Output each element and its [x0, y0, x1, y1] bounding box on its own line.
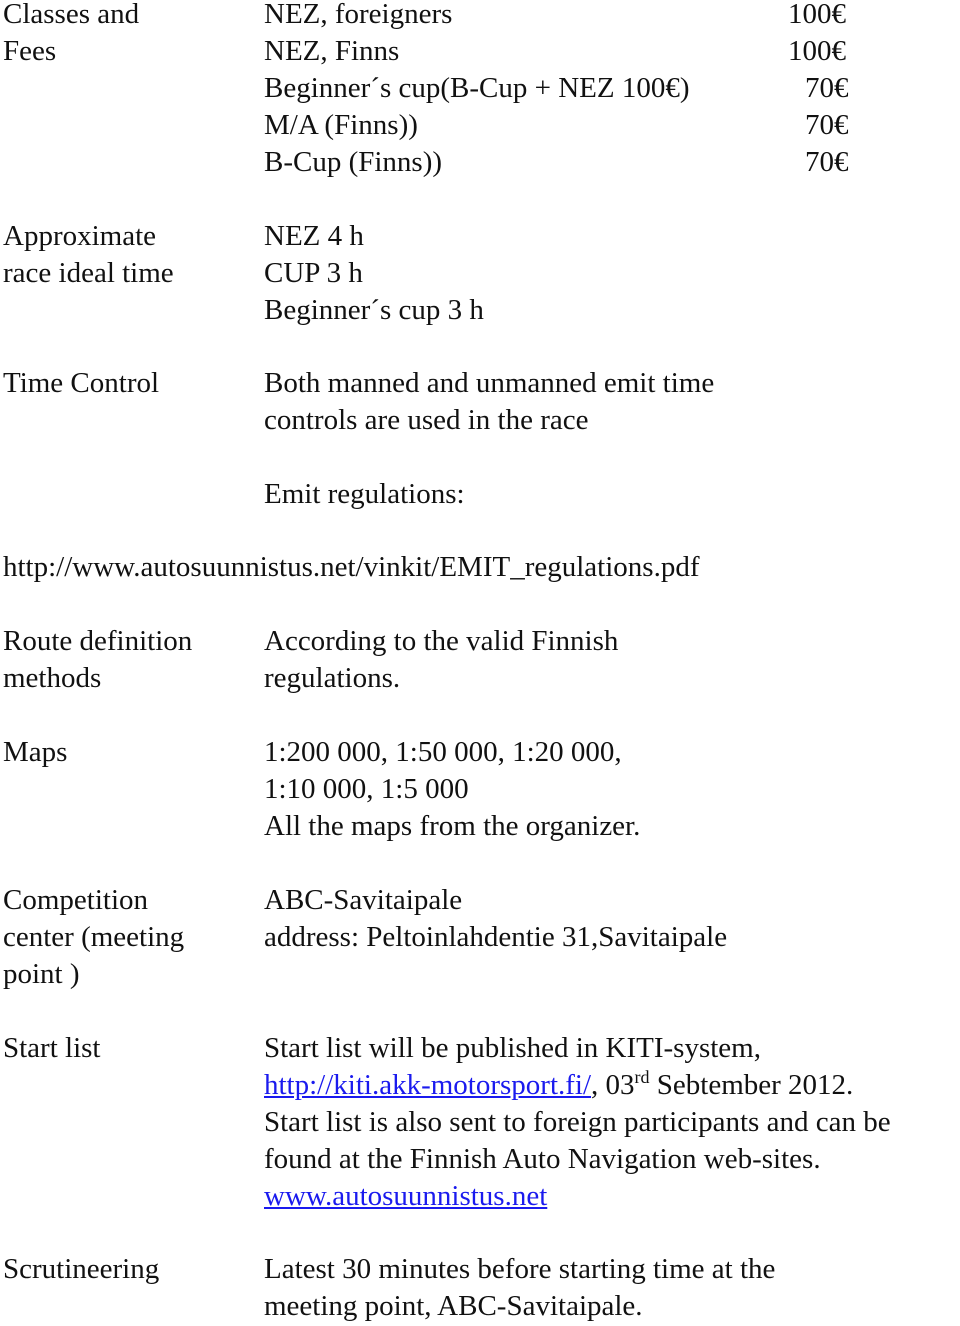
start-list-line: found at the Finnish Auto Navigation web-sites.: [264, 1143, 821, 1175]
competition-center-label-line: Competition: [3, 884, 148, 916]
fee-row: [264, 0, 854, 33]
scrutineering-line: Latest 30 minutes before starting time at the: [264, 1253, 776, 1285]
fee-amount: 70€: [805, 146, 849, 178]
scrutineering-line: meeting point, ABC-Savitaipale.: [264, 1290, 643, 1322]
start-list-date-suffix: Sebtember 2012.: [649, 1069, 854, 1101]
fee-class-name: NEZ, foreigners: [264, 0, 453, 30]
classes-fees-label-line1: Classes and: [3, 0, 140, 30]
start-list-label: Start list: [3, 1032, 101, 1064]
fee-class-name: Beginner´s cup(B-Cup + NEZ 100€): [264, 72, 690, 104]
maps-line: 1:200 000, 1:50 000, 1:20 000,: [264, 736, 622, 768]
race-time-line: NEZ 4 h: [264, 220, 364, 252]
time-control-label: Time Control: [3, 367, 160, 399]
race-time-line: Beginner´s cup 3 h: [264, 294, 484, 326]
classes-fees-label-line2: Fees: [3, 35, 57, 67]
fee-amount: 70€: [805, 72, 849, 104]
route-label-line2: methods: [3, 662, 102, 694]
emit-regulations-heading: Emit regulations:: [264, 478, 465, 510]
start-list-line: Start list is also sent to foreign participants and can be: [264, 1106, 891, 1138]
time-control-line: Both manned and unmanned emit time: [264, 367, 715, 399]
start-list-line: Start list will be published in KITI-system,: [264, 1032, 761, 1064]
competition-center-label-line: center (meeting: [3, 921, 185, 953]
start-list-date-prefix: , 03: [591, 1069, 635, 1101]
autosuunnistus-link[interactable]: www.autosuunnistus.net: [264, 1180, 548, 1212]
maps-line: All the maps from the organizer.: [264, 810, 641, 842]
emit-regulations-url: http://www.autosuunnistus.net/vinkit/EMIT_regulations.pdf: [3, 551, 700, 583]
fee-row: [264, 70, 854, 107]
route-line: According to the valid Finnish: [264, 625, 619, 657]
time-control-line: controls are used in the race: [264, 404, 589, 436]
race-time-line: CUP 3 h: [264, 257, 363, 289]
competition-center-line: ABC-Savitaipale: [264, 884, 463, 916]
competition-center-label-line: point ): [3, 958, 80, 990]
route-label-line1: Route definition: [3, 625, 193, 657]
fee-row: [264, 33, 854, 70]
kiti-link[interactable]: http://kiti.akk-motorsport.fi/: [264, 1069, 592, 1101]
start-list-date-suffix-sup: rd: [634, 1067, 650, 1087]
maps-line: 1:10 000, 1:5 000: [264, 773, 469, 805]
maps-label: Maps: [3, 736, 68, 768]
fee-class-name: NEZ, Finns: [264, 35, 400, 67]
fee-class-name: B-Cup (Finns)): [264, 146, 443, 178]
fee-row: [264, 107, 854, 144]
start-list-site-line: [264, 1178, 547, 1215]
competition-center-line: address: Peltoinlahdentie 31,Savitaipale: [264, 921, 728, 953]
fee-row: [264, 144, 854, 181]
race-time-label-line1: Approximate: [3, 220, 157, 252]
fee-amount: 70€: [805, 109, 849, 141]
scrutineering-label: Scrutineering: [3, 1253, 160, 1285]
fee-amount: 100€: [788, 0, 846, 30]
start-list-date-line: [264, 1067, 853, 1104]
route-line: regulations.: [264, 662, 401, 694]
fee-amount: 100€: [788, 35, 846, 67]
race-time-label-line2: race ideal time: [3, 257, 174, 289]
fee-class-name: M/A (Finns)): [264, 109, 418, 141]
